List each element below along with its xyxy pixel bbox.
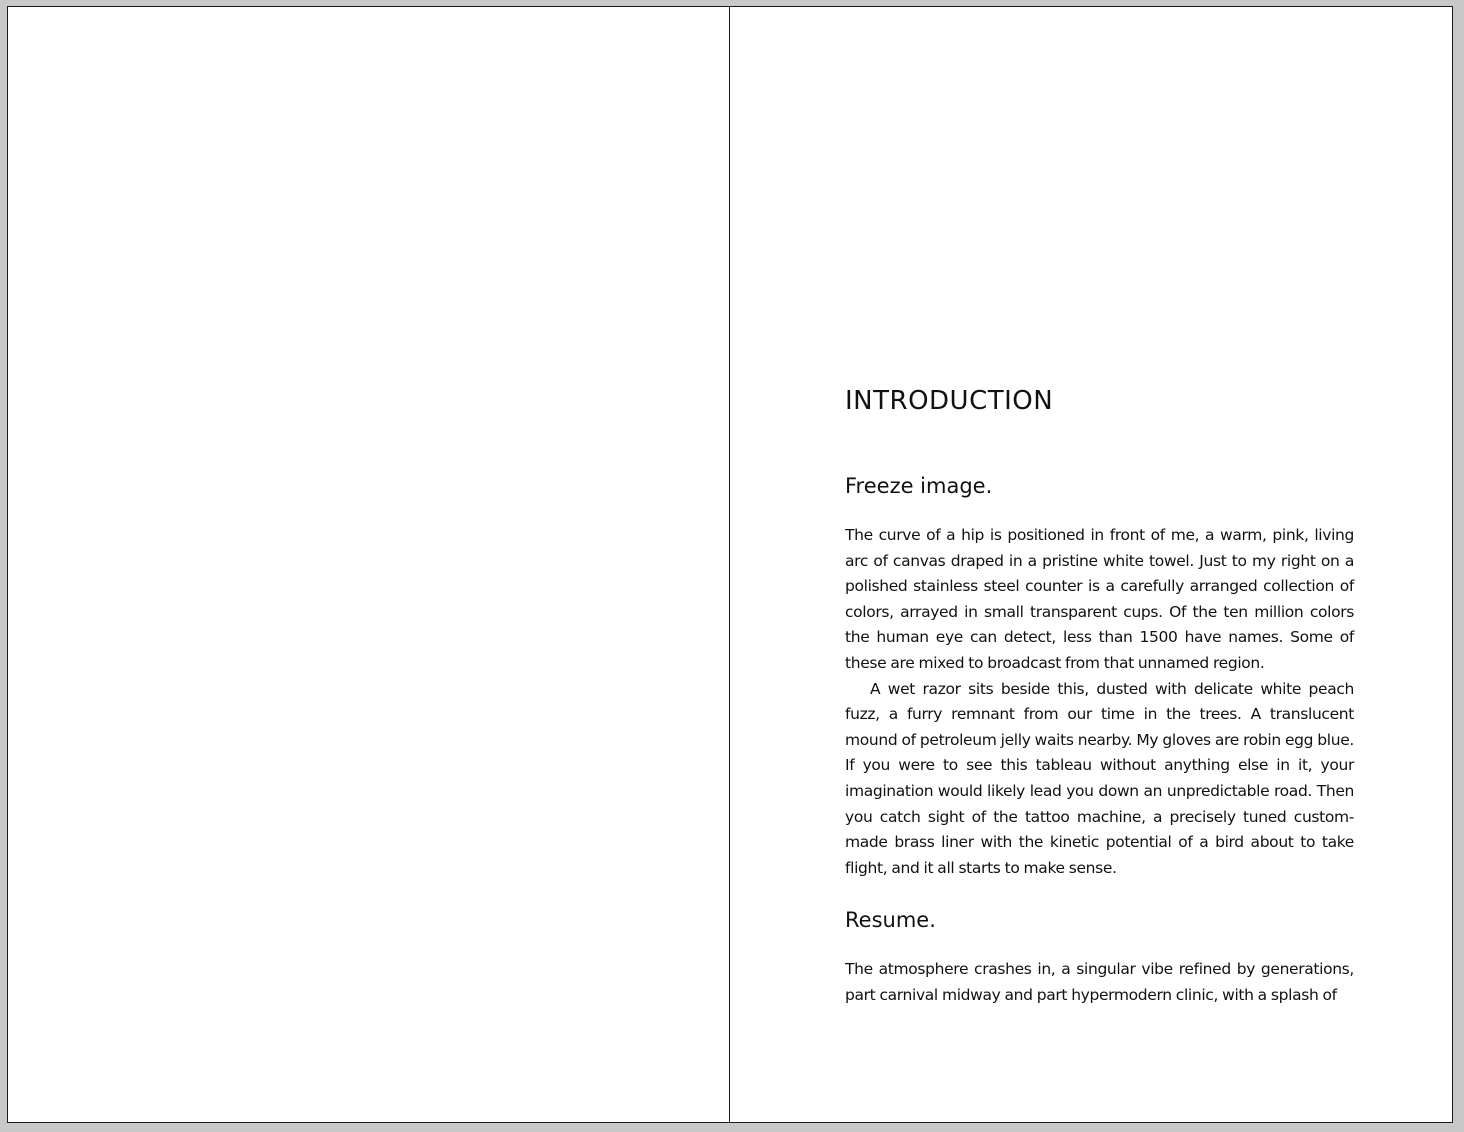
right-page [730,7,1452,1122]
left-page-blank [8,7,730,1122]
paragraph: The curve of a hip is positioned in front of me, a warm, pink, living arc of canvas draped in a pristine white towel. Just to my right on a polished stainless steel counter is a carefully arranged collection of colors, arrayed in small transparent cups. Of the ten million colors the human eye can detect, less than 1500 have names. Some of these are mixed to broadcast from that unnamed region. [845,526,1354,672]
page-content [845,383,1354,1009]
section-heading-resume: Resume. [845,908,936,933]
paragraph: The atmosphere crashes in, a singular vibe refined by generations, part carnival midway and part hypermodern clinic, with a splash of [845,960,1354,1004]
chapter-title: INTRODUCTION [845,386,1054,416]
section-heading-freeze: Freeze image. [845,474,993,498]
book-spread [7,6,1453,1123]
paragraph: A wet razor sits beside this, dusted with delicate white peach fuzz, a furry remnant from our time in the trees. A translucent mound of petroleum jelly waits nearby. My gloves are robin egg blue. If you were to see this tableau without anything else in it, your imagination would likely lead you down an unpredictable road. Then you catch sight of the tattoo machine, a precisely tuned custom-made brass liner with the kinetic potential of a bird about to take flight, and it all starts to make sense. [845,679,1354,877]
